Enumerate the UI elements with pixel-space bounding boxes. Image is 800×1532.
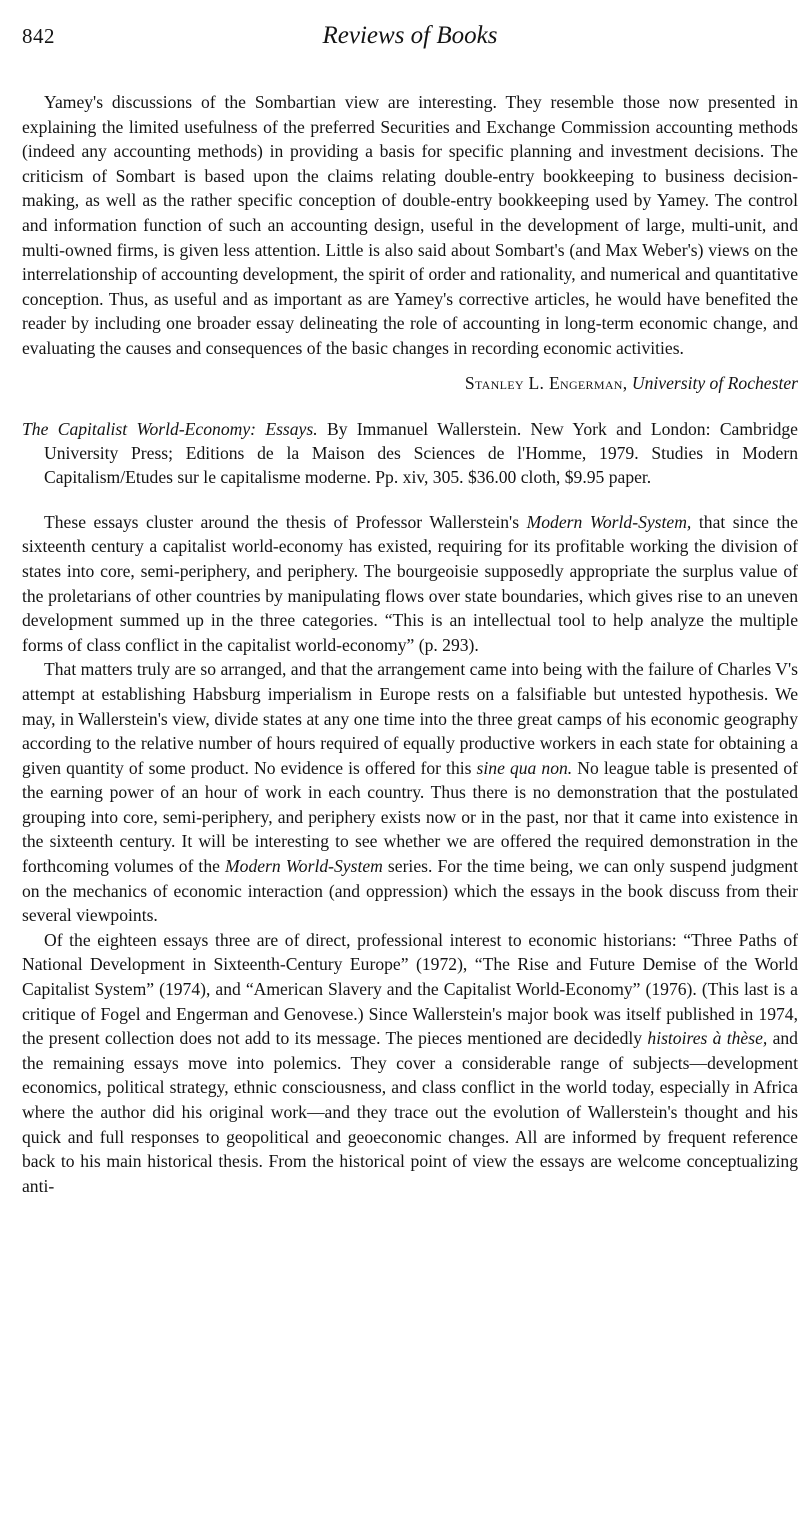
review-paragraph-3 [22, 928, 798, 1199]
review-wallerstein [22, 510, 798, 1199]
book-page [22, 22, 798, 1198]
reviewer-name: Stanley L. Engerman, [464, 372, 628, 393]
text-run: That matters truly are so arranged, and that the arrangement came into being with the failure of Charles V's attempt at establishing Habsburg imperialism in Europe rests on a falsifiable but untested hypothesis. We may, in Wallerstein's view, divide states at any one time into the three great camps of his economic geography according to the relative number of hours required of equally productive workers in each state for obtaining a given quantity of some product. No evidence is offered for this [22, 659, 798, 778]
review-paragraph-2 [22, 657, 798, 928]
page-header [22, 22, 798, 62]
book-details: By Immanuel Wallerstein. New York and London: Cambridge University Press; Editions de la Maison des Sciences de l'Homme, 1979. Studies in Modern Capitalism/Etudes sur le capitalisme moderne. Pp. xiv, 305. $36.00 cloth, $9.95 paper. [44, 418, 798, 488]
book-citation [22, 417, 798, 490]
review-paragraph: Yamey's discussions of the Sombartian view are interesting. They resemble those now presented in explaining the limited usefulness of the preferred Securities and Exchange Commission accounting methods (indeed any accounting methods) in providing a basis for specific planning and investment decisions. The criticism of Sombart is based upon the claims relating double-entry bookkeeping to business decision-making, as well as the rather specific conception of double-entry bookkeeping used by Yamey. The control and information function of such an accounting design, useful in the development of large, multi-unit, and multi-owned firms, is given less attention. Little is also said about Sombart's (and Max Weber's) views on the interrelationship of accounting development, the spirit of order and rationality, and numerical and quantitative conception. Thus, as useful and as important as are Yamey's corrective articles, he would have benefited the reader by including one broader essay delineating the role of accounting in long-term economic change, and evaluating the causes and consequences of the basic changes in recording economic activities. [22, 92, 798, 358]
italic-run: histoires à thèse, [647, 1028, 768, 1049]
italic-run: sine qua non. [476, 757, 573, 778]
review-engerman [22, 90, 798, 395]
text-run: series. For the time being, we can only suspend judgment on the mechanics of economic interaction (and oppression) which the essays in the book discuss from their several viewpoints. [22, 856, 798, 926]
italic-run: Modern World-System [225, 856, 383, 877]
reviewer-affiliation: University of Rochester [631, 372, 798, 393]
text-run: and the remaining essays move into polemics. They cover a considerable range of subjects—development economics, political strategy, ethnic consciousness, and class conflict in the world today, especially in Africa where the author did his original work—and they trace out the evolution of Wallerstein's thought and his quick and full responses to geopolitical and geoeconomic changes. All are informed by frequent reference back to his main historical thesis. From the historical point of view the essays are welcome conceptualizing anti- [22, 1028, 798, 1196]
italic-run: Modern World-System, [526, 511, 692, 532]
text-run: These essays cluster around the thesis of Professor Wallerstein's [44, 511, 527, 532]
text-run: that since the sixteenth century a capitalist world-economy has existed, requiring for its profitable working the division of states into core, semi-periphery, and periphery. The bourgeoisie supposedly appropriate the surplus value of the proletarians of other countries by manipulating flows over state boundaries, which gives rise to an uneven development summed up in the three categories. “This is an intellectual tool to help analyze the multiple forms of class conflict in the capitalist world-economy” (p. 293). [22, 511, 798, 655]
book-title: The Capitalist World-Economy: Essays. [22, 418, 318, 439]
page-number: 842 [22, 24, 55, 48]
text-run: No league table is presented of the earning power of an hour of work in each country. Thus there is no demonstration that the postulated grouping into core, semi-periphery, and periphery exists now or in the past, nor that it came into existence in the sixteenth century. It will be interesting to see whether we are offered the required demonstration in the forthcoming volumes of the [22, 757, 798, 877]
running-head: Reviews of Books [322, 22, 498, 49]
reviewer-signature [22, 371, 798, 395]
text-run: Of the eighteen essays three are of direct, professional interest to economic historians: “Three Paths of National Development in Sixteenth-Century Europe” (1972), “The Rise and Future Demise of the World Capitalist System” (1974), and “American Slavery and the Capitalist World-Economy” (1976). (This last is a critique of Fogel and Engerman and Genovese.) Since Wallerstein's major book was itself published in 1974, the present collection does not add to its message. The pieces mentioned are decidedly [22, 929, 798, 1049]
review-paragraph-1 [22, 510, 798, 658]
